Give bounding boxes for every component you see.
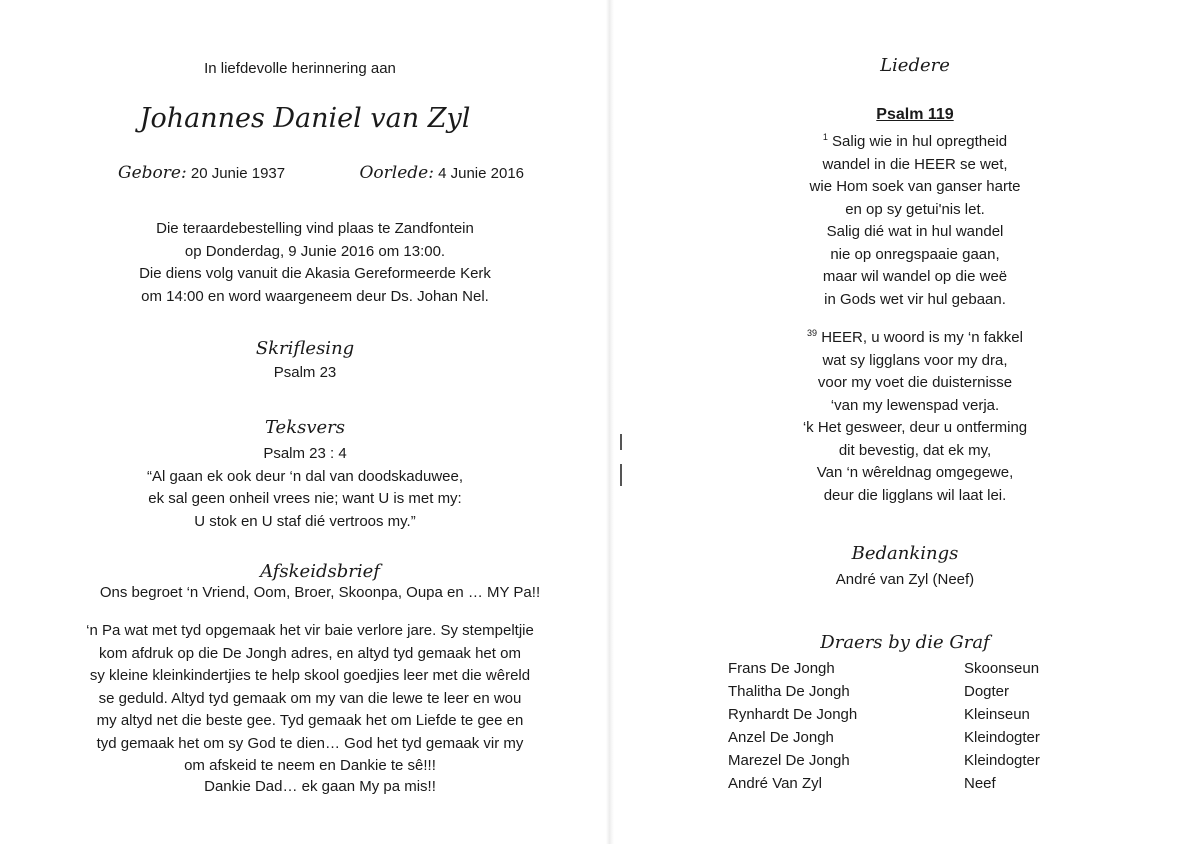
born-label: Gebore: <box>118 163 187 183</box>
draer-relation: Skoonseun <box>964 660 1040 677</box>
draer-row <box>728 729 1084 752</box>
died-date: 4 Junie 2016 <box>438 165 524 182</box>
burial-line: Die teraardebestelling vind plaas te Zandfontein <box>156 220 474 237</box>
teksvers-line: ek sal geen onheil vrees nie; want U is met my: <box>148 490 462 507</box>
burial-line: Die diens volg vanuit die Akasia Gereformeerde Kerk <box>139 265 491 282</box>
teksvers-line: “Al gaan ek ook deur ‘n dal van doodskaduwee, <box>146 467 464 485</box>
right-page <box>610 0 1200 844</box>
verse-number: 1 <box>822 132 828 142</box>
verse-line: $^{39}$ HEER, u woord is my ‘n fakkel <box>807 328 1023 346</box>
draer-relation: Kleinseun <box>964 706 1030 723</box>
draer-name: André Van Zyl <box>728 775 822 792</box>
draer-name: Anzel De Jongh <box>728 729 834 746</box>
psalm-verse-39 <box>610 322 1200 507</box>
bedankings-value: André van Zyl (Neef) <box>835 571 975 588</box>
burial-line: om 14:00 en word waargeneem deur Ds. Johan Nel. <box>141 287 489 305</box>
teksvers-heading: Teksvers <box>264 417 346 438</box>
burial-line: op Donderdag, 9 Junie 2016 om 13:00. <box>184 242 446 260</box>
draer-relation: Kleindogter <box>964 729 1040 746</box>
verse-line: Salig dié wat in hul wandel <box>826 223 1004 240</box>
psalm-title: Psalm 119 <box>876 106 954 123</box>
draer-row <box>728 660 1084 683</box>
verse-line: in Gods wet vir hul gebaan. <box>824 290 1006 308</box>
verse-line: deur die ligglans wil laat lei. <box>823 486 1007 504</box>
afskeid-line: se geduld. Altyd tyd gemaak om my van die lewe te leer en wou <box>98 689 522 707</box>
dankie-line: Dankie Dad… ek gaan My pa mis!! <box>204 778 436 795</box>
verse-line: ‘k Het gesweer, deur u ontferming <box>802 419 1028 436</box>
burial-info <box>0 218 630 308</box>
draer-name: Marezel De Jongh <box>728 752 850 769</box>
skriflesing-heading: Skriflesing <box>255 338 355 359</box>
verse-line: wie Hom soek van ganser harte <box>809 178 1021 195</box>
verse-line: wat sy ligglans voor my dra, <box>822 351 1008 369</box>
verse-line: ‘van my lewenspad verja. <box>830 396 1000 414</box>
verse-line: maar wil wandel op die weë <box>822 268 1008 285</box>
afskeid-line: om afskeid te neem en Dankie te sê!!! <box>184 757 436 774</box>
verse-line: $^1$ Salig wie in hul opregtheid <box>822 132 1008 150</box>
died-label: Oorlede: <box>359 163 434 183</box>
draers-list <box>728 660 1084 798</box>
draers-heading: Draers by die Graf <box>820 632 990 653</box>
bedankings-heading: Bedankings <box>851 543 959 564</box>
liedere-heading: Liedere <box>880 55 950 76</box>
draer-relation: Neef <box>964 775 996 792</box>
draer-name: Rynhardt De Jongh <box>728 706 858 723</box>
intro-text: In liefdevolle herinnering aan <box>204 60 396 77</box>
verse-line: voor my voet die duisternisse <box>817 374 1013 391</box>
draer-row <box>728 706 1084 729</box>
afskeid-line: ‘n Pa wat met tyd opgemaak het vir baie verlore jare. Sy stempeltjie <box>86 622 534 639</box>
verse-line: Van ‘n wêreldnag omgegewe, <box>816 464 1014 481</box>
afskeid-line: tyd gemaak het om sy God te dien… God het tyd gemaak vir my <box>96 734 524 752</box>
teksvers-block <box>0 443 610 533</box>
deceased-name: Johannes Daniel van Zyl <box>139 103 471 134</box>
draer-name: Frans De Jongh <box>728 660 835 677</box>
afskeid-heading: Afskeidsbrief <box>260 561 380 582</box>
afskeid-line: sy kleine kleinkindertjies te help skool goedjies leer met die wêreld <box>89 667 531 684</box>
verse-line: en op sy getui'nis let. <box>845 200 985 218</box>
draer-relation: Kleindogter <box>964 752 1040 769</box>
draer-name: Thalitha De Jongh <box>728 683 850 700</box>
verse-line: dit bevestig, dat ek my, <box>838 441 992 459</box>
draer-row <box>728 775 1084 798</box>
draer-row <box>728 752 1084 775</box>
psalm-verse-1 <box>610 126 1200 311</box>
afskeid-line: kom afdruk op die De Jongh adres, en altyd tyd gemaak het om <box>99 644 521 662</box>
afskeid-line: my altyd net die beste gee. Tyd gemaak het om Liefde te gee en <box>96 712 524 729</box>
verse-number: 39 <box>807 328 818 338</box>
born-date: 20 Junie 1937 <box>190 165 286 182</box>
afskeid-body <box>0 620 620 778</box>
teksvers-line: U stok en U staf dié vertroos my.” <box>194 512 416 530</box>
teksvers-ref: Psalm 23 : 4 <box>263 445 347 462</box>
draer-relation: Dogter <box>964 683 1010 700</box>
verse-line: nie op onregspaaie gaan, <box>830 245 1000 263</box>
skriflesing-value: Psalm 23 <box>273 364 337 381</box>
afskeid-intro: Ons begroet ‘n Vriend, Oom, Broer, Skoonpa, Oupa en … MY Pa!! <box>99 584 541 601</box>
draer-row <box>728 683 1084 706</box>
dates-line <box>118 163 524 183</box>
verse-line: wandel in die HEER se wet, <box>822 155 1008 173</box>
